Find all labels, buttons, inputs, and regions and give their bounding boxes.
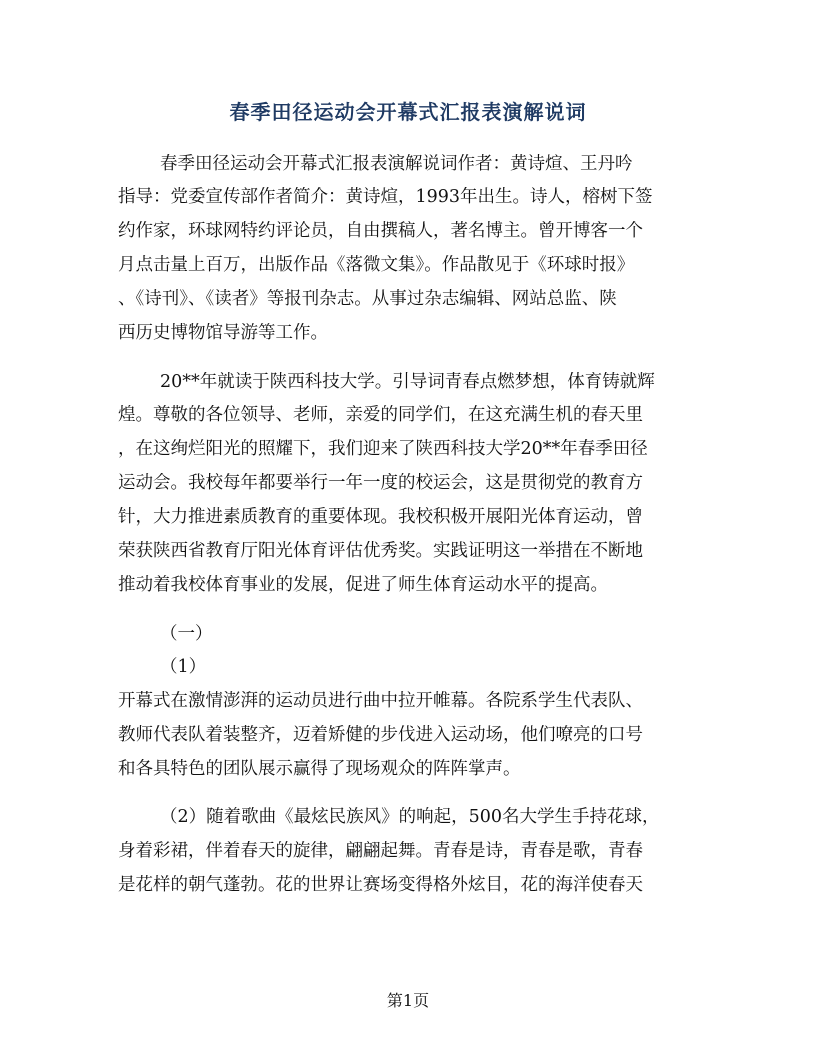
paragraph-line: 运动会。我校每年都要举行一年一度的校运会，这是贯彻党的教育方 — [118, 473, 643, 493]
paragraph-line: 身着彩裙，伴着春天的旋律，翩翩起舞。青春是诗，青春是歌，青春 — [118, 841, 643, 861]
paragraph-line: （2）随着歌曲《最炫民族风》的响起，500名大学生手持花球， — [160, 807, 660, 827]
paragraph-line: 推动着我校体育事业的发展，促进了师生体育运动水平的提高。 — [118, 575, 608, 595]
paragraph-line: 是花样的朝气蓬勃。花的世界让赛场变得格外炫目，花的海洋使春天 — [118, 875, 643, 895]
paragraph-line: 约作家，环球网特约评论员，自由撰稿人，著名博主。曾开博客一个 — [118, 221, 643, 241]
paragraph-line: 荣获陕西省教育厅阳光体育评估优秀奖。实践证明这一举措在不断地 — [118, 541, 643, 561]
page-number: 第1页 — [386, 991, 430, 1010]
paragraph-line: 春季田径运动会开幕式汇报表演解说词作者：黄诗煊、王丹吟 — [160, 154, 633, 174]
paragraph-line: 教师代表队着装整齐，迈着矫健的步伐进入运动场，他们嘹亮的口号 — [118, 725, 643, 745]
section-heading: （一） — [160, 624, 213, 644]
document-title: 春季田径运动会开幕式汇报表演解说词 — [229, 100, 587, 124]
paragraph-line: 针，大力推进素质教育的重要体现。我校积极开展阳光体育运动，曾 — [118, 507, 643, 527]
paragraph-line: 和各具特色的团队展示赢得了现场观众的阵阵掌声。 — [118, 759, 521, 779]
paragraph-line: 、《诗刊》、《读者》等报刊杂志。从事过杂志编辑、网站总监、陕 — [118, 289, 617, 309]
paragraph-line: 指导：党委宣传部作者简介：黄诗煊，1993年出生。诗人，榕树下签 — [118, 187, 653, 207]
paragraph-line: 20**年就读于陕西科技大学。引导词青春点燃梦想，体育铸就辉 — [160, 372, 655, 392]
section-number: （1） — [160, 657, 207, 677]
paragraph-line: 煌。尊敬的各位领导、老师，亲爱的同学们，在这充满生机的春天里 — [118, 405, 643, 425]
paragraph-line: 西历史博物馆导游等工作。 — [118, 323, 328, 343]
paragraph-line: ，在这绚烂阳光的照耀下，我们迎来了陕西科技大学20**年春季田径 — [118, 439, 648, 459]
paragraph-line: 开幕式在激情澎湃的运动员进行曲中拉开帷幕。各院系学生代表队、 — [118, 691, 643, 711]
paragraph-line: 月点击量上百万，出版作品《落微文集》。作品散见于《环球时报》 — [118, 255, 635, 275]
